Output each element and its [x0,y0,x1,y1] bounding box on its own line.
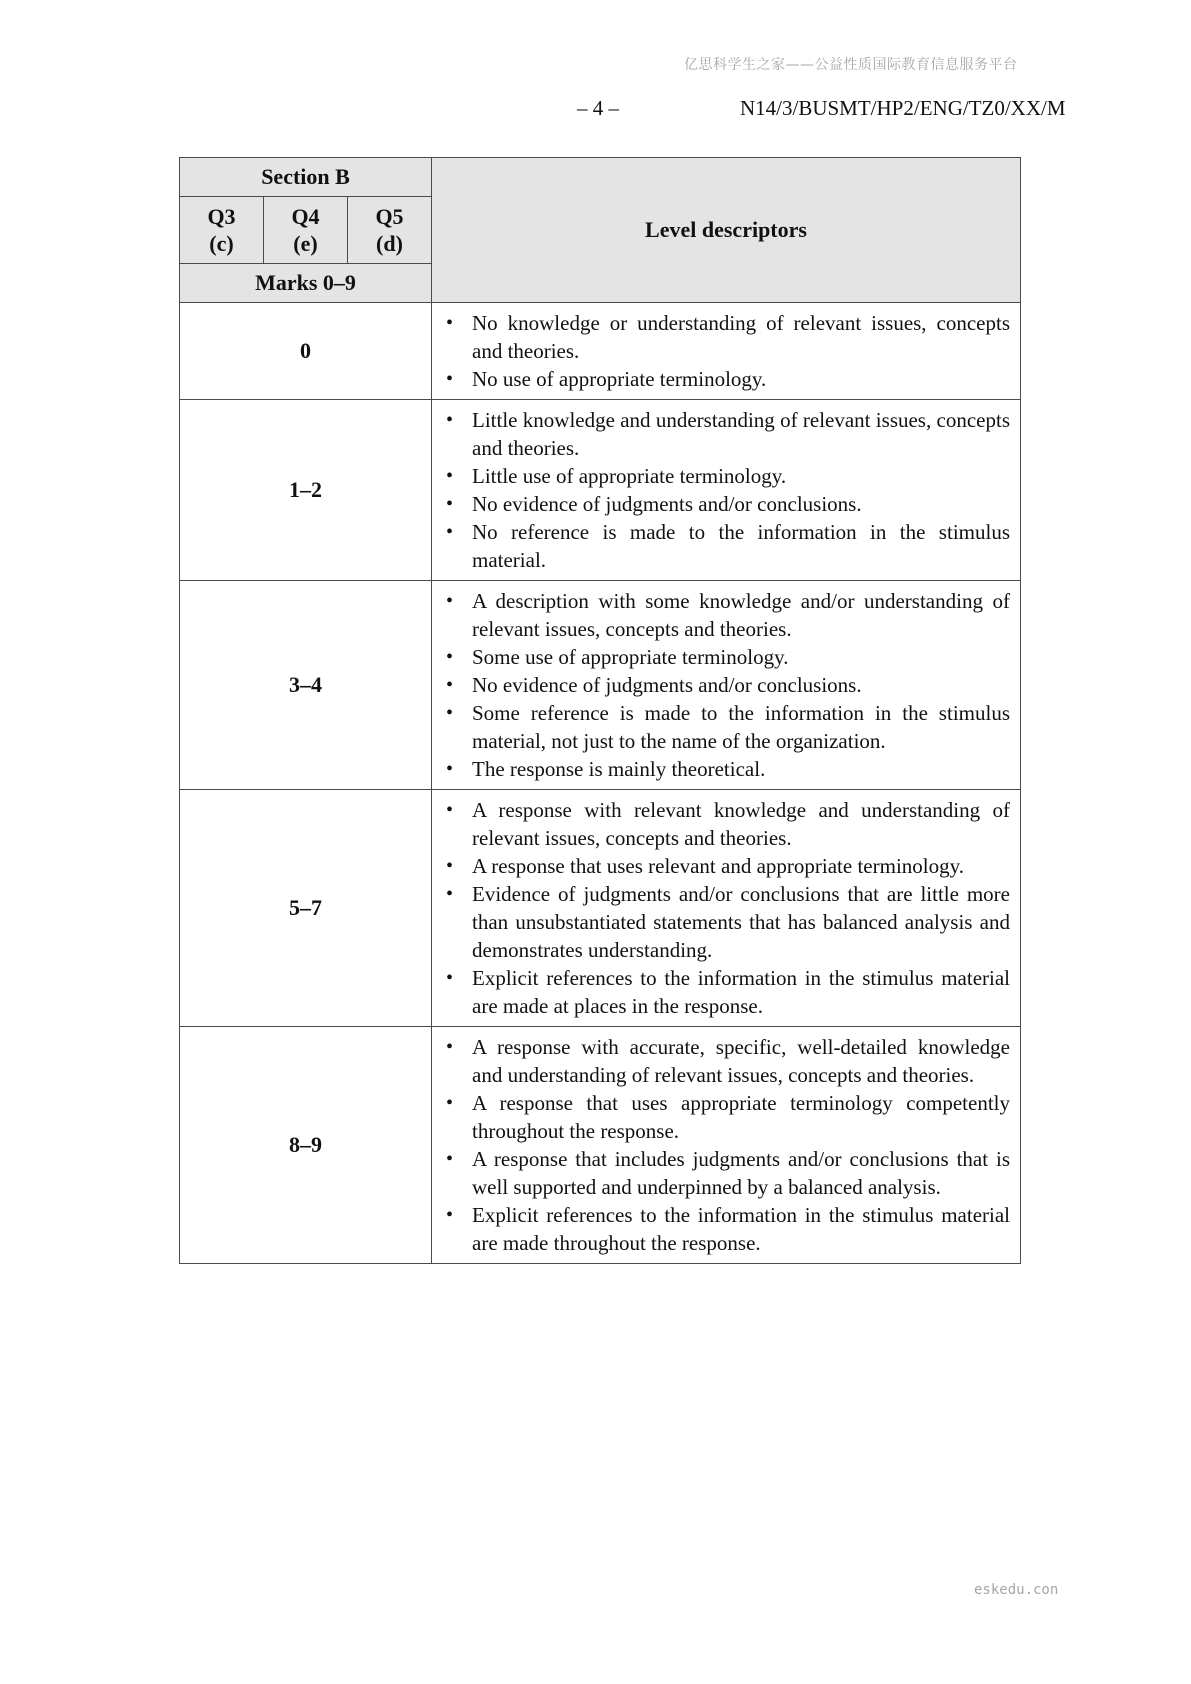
question-part: (d) [376,231,403,256]
descriptor-item: • A response with relevant knowledge and understanding of relevant issues, concepts and theories. [440,796,1010,852]
table-row [180,303,1021,400]
page-number: – 4 – [577,96,619,120]
descriptor-cell [432,400,1021,581]
table-row [180,400,1021,581]
table-row [180,581,1021,790]
descriptor-item: • Explicit references to the information in the stimulus material are made throughout the response. [440,1201,1010,1257]
document-code: N14/3/BUSMT/HP2/ENG/TZ0/XX/M [740,96,1066,120]
question-part: (e) [293,231,318,256]
question-header-q5 [348,197,432,264]
descriptor-item: • No evidence of judgments and/or conclusions. [440,490,1010,518]
descriptor-item: • Evidence of judgments and/or conclusions that are little more than unsubstantiated statements that has balanced analysis and demonstrates understanding. [440,880,1010,964]
descriptor-item: • No knowledge or understanding of relevant issues, concepts and theories. [440,309,1010,365]
descriptor-item: • No reference is made to the information in the stimulus material. [440,518,1010,574]
mark-band-cell [180,790,432,1027]
level-descriptors-table [179,157,1021,1264]
descriptor-cell [432,303,1021,400]
mark-band-cell [180,1027,432,1264]
section-title-cell [180,158,432,197]
descriptor-item: • Explicit references to the information in the stimulus material are made at places in the response. [440,964,1010,1020]
marks-range-cell [180,264,432,303]
descriptor-item: • Some reference is made to the information in the stimulus material, not just to the name of the organization. [440,699,1010,755]
top-watermark-text: 亿思科学生之家——公益性质国际教育信息服务平台 [684,57,1018,73]
mark-band: 0 [300,338,311,363]
mark-band: 3–4 [289,672,322,697]
mark-band-cell [180,303,432,400]
descriptor-item: • A response that includes judgments and/or conclusions that is well supported and underpinned by a balanced analysis. [440,1145,1010,1201]
descriptor-item: • No use of appropriate terminology. [440,365,1010,393]
descriptor-list [440,309,1010,393]
descriptor-list [440,796,1010,1020]
table-row [180,790,1021,1027]
descriptor-item: • A response that uses appropriate terminology competently throughout the response. [440,1089,1010,1145]
descriptor-item: • A response that uses relevant and appropriate terminology. [440,852,1010,880]
mark-band-cell [180,400,432,581]
descriptor-item: • A description with some knowledge and/or understanding of relevant issues, concepts and theories. [440,587,1010,643]
mark-band-cell [180,581,432,790]
question-part: (c) [209,231,234,256]
mark-band: 5–7 [289,895,322,920]
descriptor-cell [432,581,1021,790]
table-row [180,1027,1021,1264]
descriptor-cell [432,1027,1021,1264]
question-header-q3 [180,197,264,264]
descriptor-item: • The response is mainly theoretical. [440,755,1010,783]
question-header-q4 [264,197,348,264]
marks-range: Marks 0–9 [255,270,356,295]
level-descriptors-header [432,158,1021,303]
descriptor-item: • No evidence of judgments and/or conclusions. [440,671,1010,699]
descriptor-list [440,587,1010,783]
descriptor-item: • Some use of appropriate terminology. [440,643,1010,671]
question-label: Q5 [375,204,404,229]
descriptor-list [440,1033,1010,1257]
mark-band: 1–2 [289,477,322,502]
question-label: Q3 [207,204,236,229]
descriptor-item: • A response with accurate, specific, well-detailed knowledge and understanding of relevant issues, concepts and theories. [440,1033,1010,1089]
descriptor-list [440,406,1010,574]
descriptor-item: • Little knowledge and understanding of relevant issues, concepts and theories. [440,406,1010,462]
section-title: Section B [261,164,350,189]
question-label: Q4 [291,204,320,229]
mark-band: 8–9 [289,1132,322,1157]
bottom-watermark-text: eskedu.con [974,1582,1059,1598]
descriptor-item: • Little use of appropriate terminology. [440,462,1010,490]
level-descriptors-title: Level descriptors [645,217,807,242]
descriptor-cell [432,790,1021,1027]
